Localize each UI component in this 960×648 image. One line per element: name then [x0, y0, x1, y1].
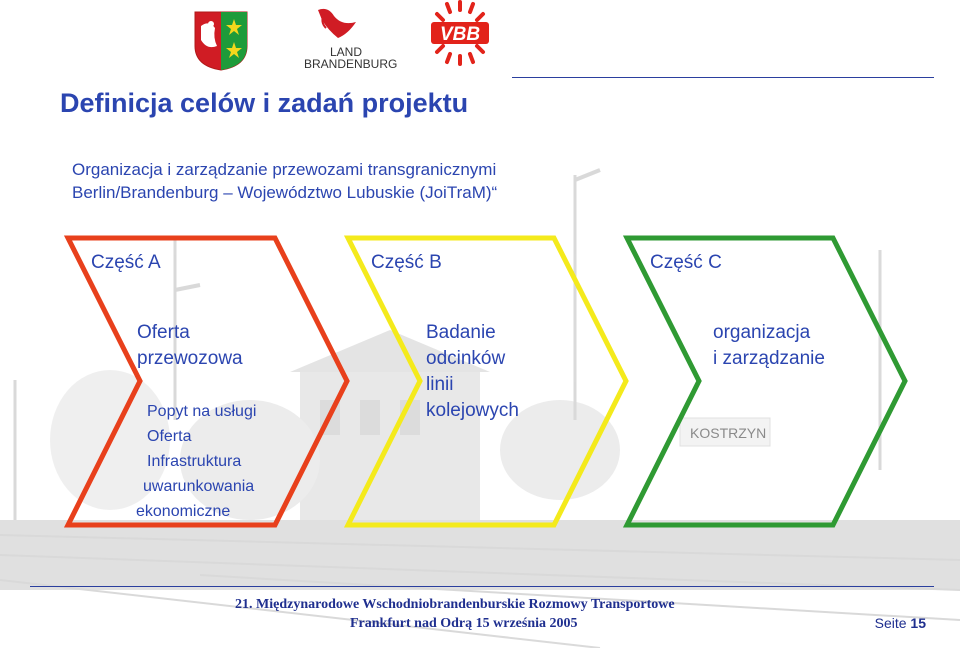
part-a-label: Część A	[91, 252, 161, 273]
part-b-heading-line: odcinków	[426, 348, 506, 369]
footer-event-name: 21. Międzynarodowe Wschodniobrandenburskie Rozmowy Transportowe	[235, 597, 675, 612]
footer-rule	[30, 586, 934, 587]
part-a-item: Infrastruktura	[147, 453, 242, 470]
subtitle-line-2: Berlin/Brandenburg – Województwo Lubuskie (JoiTraM)“	[72, 183, 498, 202]
page-number-value: 15	[910, 615, 926, 631]
part-a-item: Popyt na usługi	[147, 403, 257, 420]
brandenburg-logo-line1: LAND	[330, 45, 363, 59]
part-a-items	[136, 399, 256, 524]
part-b-heading-line: Badanie	[426, 322, 496, 343]
part-c-heading-line: i zarządzanie	[713, 348, 825, 369]
part-a-heading-line: Oferta	[137, 322, 190, 343]
part-b-label: Część B	[371, 252, 442, 273]
footer-place-date: Frankfurt nad Odrą 15 września 2005	[350, 616, 578, 631]
part-b-heading-line: linii	[426, 374, 454, 395]
subtitle-line-1: Organizacja i zarządzanie przewozami transgranicznymi	[72, 160, 497, 179]
part-c-heading-line: organizacja	[713, 322, 811, 343]
station-sign-text: KOSTRZYN	[690, 425, 767, 441]
part-c-heading	[713, 320, 825, 372]
vbb-logo-text: VBB	[439, 24, 481, 45]
chevron-part-c	[627, 238, 905, 525]
part-a-item: Oferta	[147, 428, 192, 445]
part-a-item: ekonomiczne	[136, 503, 231, 520]
part-c-label: Część C	[650, 252, 722, 273]
part-a-heading	[137, 320, 243, 372]
part-a-item: uwarunkowania	[143, 478, 255, 495]
slide-title: Definicja celów i zadań projektu	[60, 88, 469, 118]
page-number	[875, 615, 926, 631]
page-label: Seite	[874, 615, 907, 631]
part-b-heading	[426, 320, 519, 424]
part-b-heading-line: kolejowych	[426, 400, 519, 421]
part-a-heading-line: przewozowa	[137, 348, 243, 369]
brandenburg-logo-line2: BRANDENBURG	[304, 57, 398, 70]
